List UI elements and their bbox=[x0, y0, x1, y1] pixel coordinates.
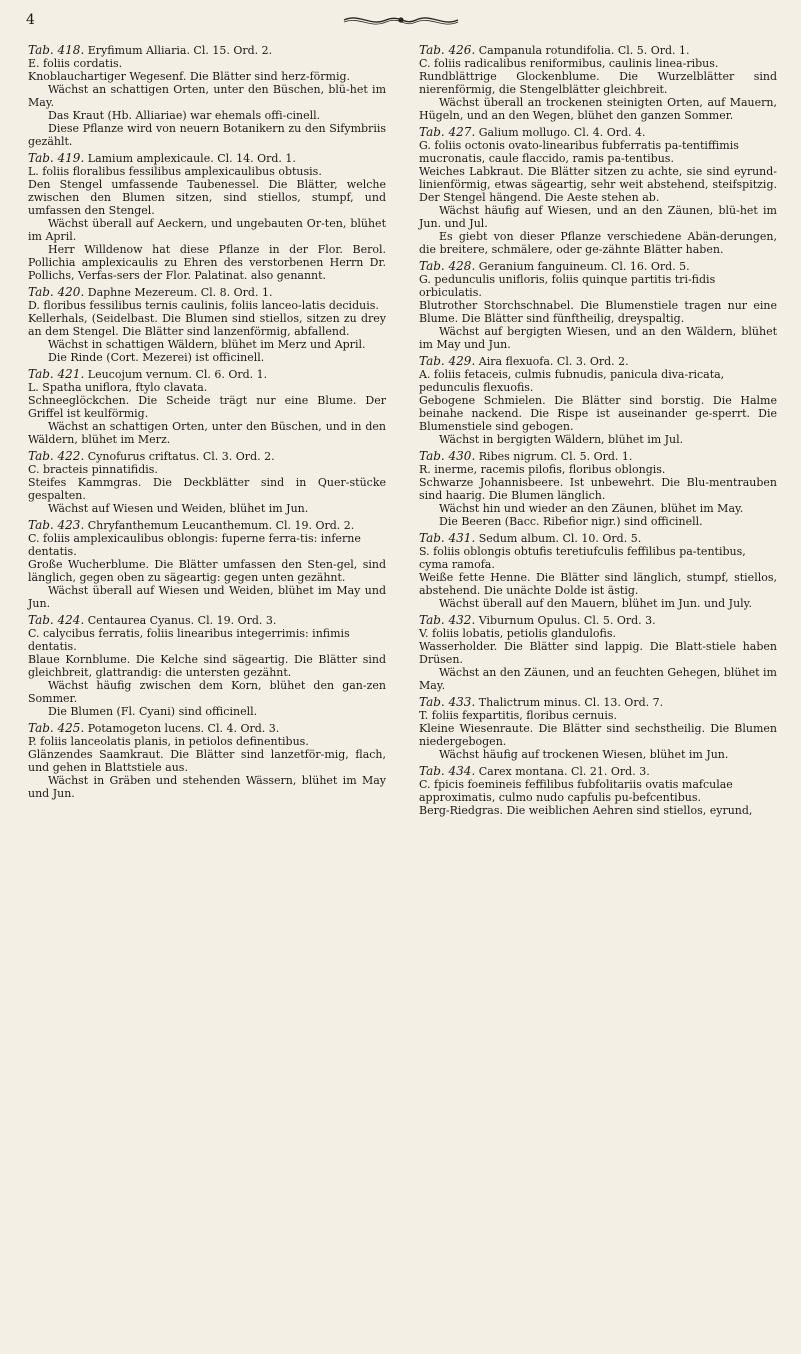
latin-name: Tab. 432. Viburnum Opulus. Cl. 5. Ord. 3. bbox=[419, 613, 656, 627]
plant-entry bbox=[419, 532, 777, 610]
latin-name: Tab. 431. Sedum album. Cl. 10. Ord. 5. bbox=[419, 531, 642, 545]
plant-entry bbox=[419, 614, 777, 692]
latin-description: C. foliis amplexicaulibus oblongis: fuperne ferra-tis: inferne dentatis. bbox=[28, 532, 361, 558]
latin-name: Tab. 428. Geranium fanguineum. Cl. 16. Ord. 5. bbox=[419, 259, 690, 273]
german-name: Berg-Riedgras. Die weiblichen Aehren sind stiellos, eyrund, bbox=[419, 804, 753, 817]
latin-description: C. bracteis pinnatifidis. bbox=[28, 463, 158, 476]
page-number: 4 bbox=[26, 12, 35, 28]
german-text: Wächst in schattigen Wäldern, blühet im Merz und April. bbox=[48, 338, 366, 351]
latin-description: R. inerme, racemis pilofis, floribus oblongis. bbox=[419, 463, 666, 476]
german-text: Diese Pflanze wird von neuern Botanikern zu den Sifymbriis gezählt. bbox=[28, 122, 386, 148]
latin-description: L. foliis floralibus fessilibus amplexicaulibus obtusis. bbox=[28, 165, 322, 178]
latin-description: G. pedunculis unifloris, foliis quinque partitis tri-fidis orbiculatis. bbox=[419, 273, 716, 299]
latin-name: Tab. 420. Daphne Mezereum. Cl. 8. Ord. 1. bbox=[28, 285, 273, 299]
latin-name: Tab. 430. Ribes nigrum. Cl. 5. Ord. 1. bbox=[419, 449, 633, 463]
plant-entry bbox=[28, 286, 386, 364]
latin-name: Tab. 429. Aira flexuofa. Cl. 3. Ord. 2. bbox=[419, 354, 629, 368]
tab-number: Tab. 432. bbox=[419, 613, 476, 627]
page-header bbox=[0, 0, 801, 42]
german-text: Wächst an schattigen Orten, unter den Büschen, blü-het im May. bbox=[28, 83, 386, 109]
german-text: Es giebt von dieser Pflanze verschiedene Abän-derungen, die breitere, schmälere, oder ge-zähnte Blätter haben. bbox=[419, 230, 777, 256]
tab-number: Tab. 424. bbox=[28, 613, 85, 627]
plant-entry bbox=[419, 450, 777, 528]
latin-description: V. foliis lobatis, petiolis glandulofis. bbox=[419, 627, 616, 640]
latin-description: T. foliis fexpartitis, floribus cernuis. bbox=[419, 709, 618, 722]
plant-entry bbox=[28, 519, 386, 610]
latin-name: Tab. 434. Carex montana. Cl. 21. Ord. 3. bbox=[419, 764, 650, 778]
plant-entry bbox=[419, 44, 777, 122]
german-name: Schwarze Johannisbeere. Ist unbewehrt. Die Blu-mentrauben sind haarig. Die Blumen länglich. bbox=[419, 476, 777, 502]
german-name: Steifes Kammgras. Die Deckblätter sind in Quer-stücke gespalten. bbox=[28, 476, 386, 502]
latin-name: Tab. 418. Eryfimum Alliaria. Cl. 15. Ord. 2. bbox=[28, 43, 273, 57]
plant-entry bbox=[419, 696, 777, 761]
german-text: Wächst in Gräben und stehenden Wässern, blühet im May und Jun. bbox=[28, 774, 386, 800]
tab-number: Tab. 426. bbox=[419, 43, 476, 57]
plant-entry bbox=[28, 152, 386, 282]
tab-number: Tab. 420. bbox=[28, 285, 85, 299]
german-name: Kellerhals, (Seidelbast. Die Blumen sind stiellos, sitzen zu drey an dem Stengel. Die Blätter sind lanzenförmig, abfallend. bbox=[28, 312, 386, 338]
tab-number: Tab. 433. bbox=[419, 695, 476, 709]
latin-description: E. foliis cordatis. bbox=[28, 57, 123, 70]
tab-number: Tab. 428. bbox=[419, 259, 476, 273]
german-name: Blaue Kornblume. Die Kelche sind sägeartig. Die Blätter sind gleichbreit, glattrandig: die untersten gezähnt. bbox=[28, 653, 386, 679]
latin-name: Tab. 426. Campanula rotundifolia. Cl. 5. Ord. 1. bbox=[419, 43, 690, 57]
tab-number: Tab. 427. bbox=[419, 125, 476, 139]
right-column bbox=[419, 44, 777, 821]
latin-name: Tab. 421. Leucojum vernum. Cl. 6. Ord. 1. bbox=[28, 367, 268, 381]
plant-entry bbox=[419, 260, 777, 351]
tab-number: Tab. 429. bbox=[419, 354, 476, 368]
latin-description: A. foliis fetaceis, culmis fubnudis, panicula diva-ricata, pedunculis flexuofis. bbox=[419, 368, 725, 394]
latin-description: D. floribus fessilibus ternis caulinis, foliis lanceo-latis deciduis. bbox=[28, 299, 379, 312]
tab-number: Tab. 421. bbox=[28, 367, 85, 381]
plant-entry bbox=[419, 126, 777, 256]
german-name: Blutrother Storchschnabel. Die Blumenstiele tragen nur eine Blume. Die Blätter sind fünftheilig, dreyspaltig. bbox=[419, 299, 777, 325]
german-text: Wächst überall auf Wiesen und Weiden, blühet im May und Jun. bbox=[28, 584, 386, 610]
german-name: Glänzendes Saamkraut. Die Blätter sind lanzetför-mig, flach, und gehen in Blattstiele aus. bbox=[28, 748, 386, 774]
german-text: Wächst häufig auf Wiesen, und an den Zäunen, blü-het im Jun. und Jul. bbox=[419, 204, 777, 230]
plant-entry bbox=[28, 44, 386, 148]
header-ornament-icon bbox=[342, 12, 460, 32]
german-text: Wächst an schattigen Orten, unter den Büschen, und in den Wäldern, blühet im Merz. bbox=[28, 420, 386, 446]
german-name: Wasserholder. Die Blätter sind lappig. Die Blatt-stiele haben Drüsen. bbox=[419, 640, 777, 666]
tab-number: Tab. 419. bbox=[28, 151, 85, 165]
german-text: Wächst auf Wiesen und Weiden, blühet im Jun. bbox=[48, 502, 309, 515]
tab-number: Tab. 431. bbox=[419, 531, 476, 545]
latin-name: Tab. 433. Thalictrum minus. Cl. 13. Ord. 7. bbox=[419, 695, 664, 709]
plant-entry bbox=[28, 722, 386, 800]
plant-entry bbox=[419, 765, 777, 817]
german-name: Weiches Labkraut. Die Blätter sitzen zu achte, sie sind eyrund-linienförmig, etwas sägeartig, sehr weit abstehend, steifspitzig. Der Stengel hängend. Die Aeste stehen ab. bbox=[419, 165, 777, 204]
german-name: Schneeglöckchen. Die Scheide trägt nur eine Blume. Der Griffel ist keulförmig. bbox=[28, 394, 386, 420]
german-text: Wächst häufig zwischen dem Korn, blühet den gan-zen Sommer. bbox=[28, 679, 386, 705]
german-name: Weiße fette Henne. Die Blätter sind länglich, stumpf, stiellos, abstehend. Die unächte Dolde ist ästig. bbox=[419, 571, 777, 597]
latin-description: C. calycibus ferratis, foliis linearibus integerrimis: infimis dentatis. bbox=[28, 627, 350, 653]
tab-number: Tab. 425. bbox=[28, 721, 85, 735]
german-text: Das Kraut (Hb. Alliariae) war ehemals offi-cinell. bbox=[48, 109, 321, 122]
german-text: Wächst häufig auf trockenen Wiesen, blühet im Jun. bbox=[439, 748, 729, 761]
german-text: Wächst überall an trockenen steinigten Orten, auf Mauern, Hügeln, und an den Wegen, blühet den ganzen Sommer. bbox=[419, 96, 777, 122]
latin-description: G. foliis octonis ovato-linearibus fubferratis pa-tentiffimis mucronatis, caule flaccido, ramis pa-tentibus. bbox=[419, 139, 739, 165]
latin-name: Tab. 424. Centaurea Cyanus. Cl. 19. Ord. 3. bbox=[28, 613, 277, 627]
german-name: Gebogene Schmielen. Die Blätter sind borstig. Die Halme beinahe nackend. Die Rispe ist auseinander ge-sperrt. Die Blumenstiele sind gebogen. bbox=[419, 394, 777, 433]
latin-name: Tab. 422. Cynofurus criftatus. Cl. 3. Ord. 2. bbox=[28, 449, 275, 463]
tab-number: Tab. 418. bbox=[28, 43, 85, 57]
german-text: Wächst auf bergigten Wiesen, und an den Wäldern, blühet im May und Jun. bbox=[419, 325, 777, 351]
plant-entry bbox=[28, 450, 386, 515]
german-name: Große Wucherblume. Die Blätter umfassen den Sten-gel, sind länglich, gegen oben zu sägeartig: gegen unten gezähnt. bbox=[28, 558, 386, 584]
german-text: Wächst überall auf den Mauern, blühet im Jun. und July. bbox=[439, 597, 752, 610]
german-text: Wächst in bergigten Wäldern, blühet im Jul. bbox=[439, 433, 684, 446]
latin-name: Tab. 425. Potamogeton lucens. Cl. 4. Ord. 3. bbox=[28, 721, 280, 735]
latin-description: C. foliis radicalibus reniformibus, caulinis linea-ribus. bbox=[419, 57, 719, 70]
latin-description: C. fpicis foemineis feffilibus fubfolitariis ovatis mafculae approximatis, culmo nudo capfulis pu-befcentibus. bbox=[419, 778, 733, 804]
german-text: Die Rinde (Cort. Mezerei) ist officinell. bbox=[48, 351, 265, 364]
tab-number: Tab. 422. bbox=[28, 449, 85, 463]
german-text: Herr Willdenow hat diese Pflanze in der Flor. Berol. Pollichia amplexicaulis zu Ehren des verstorbenen Herrn Dr. Pollichs, Verfas-sers der Flor. Palatinat. also genannt. bbox=[28, 243, 386, 282]
german-text: Wächst überall auf Aeckern, und ungebauten Or-ten, blühet im April. bbox=[28, 217, 386, 243]
latin-name: Tab. 427. Galium mollugo. Cl. 4. Ord. 4. bbox=[419, 125, 646, 139]
latin-name: Tab. 423. Chryfanthemum Leucanthemum. Cl. 19. Ord. 2. bbox=[28, 518, 355, 532]
german-text: Wächst hin und wieder an den Zäunen, blühet im May. bbox=[439, 502, 744, 515]
german-text: Die Blumen (Fl. Cyani) sind officinell. bbox=[48, 705, 258, 718]
german-name: Den Stengel umfassende Taubenessel. Die Blätter, welche zwischen den Blumen sitzen, sind stiellos, stumpf, und umfassen den Stengel. bbox=[28, 178, 386, 217]
german-text: Wächst an den Zäunen, und an feuchten Gehegen, blühet im May. bbox=[419, 666, 777, 692]
latin-description: S. foliis oblongis obtufis teretiufculis feffilibus pa-tentibus, cyma ramofa. bbox=[419, 545, 746, 571]
latin-description: L. Spatha uniflora, ftylo clavata. bbox=[28, 381, 208, 394]
left-column bbox=[28, 44, 386, 804]
latin-name: Tab. 419. Lamium amplexicaule. Cl. 14. Ord. 1. bbox=[28, 151, 296, 165]
latin-description: P. foliis lanceolatis planis, in petiolos definentibus. bbox=[28, 735, 309, 748]
plant-entry bbox=[28, 368, 386, 446]
german-name: Rundblättrige Glockenblume. Die Wurzelblätter sind nierenförmig, die Stengelblätter gleichbreit. bbox=[419, 70, 777, 96]
german-text: Die Beeren (Bacc. Ribefior nigr.) sind officinell. bbox=[439, 515, 703, 528]
german-name: Kleine Wiesenraute. Die Blätter sind sechstheilig. Die Blumen niedergebogen. bbox=[419, 722, 777, 748]
tab-number: Tab. 423. bbox=[28, 518, 85, 532]
tab-number: Tab. 434. bbox=[419, 764, 476, 778]
german-name: Knoblauchartiger Wegesenf. Die Blätter sind herz-förmig. bbox=[28, 70, 351, 83]
plant-entry bbox=[419, 355, 777, 446]
tab-number: Tab. 430. bbox=[419, 449, 476, 463]
plant-entry bbox=[28, 614, 386, 718]
